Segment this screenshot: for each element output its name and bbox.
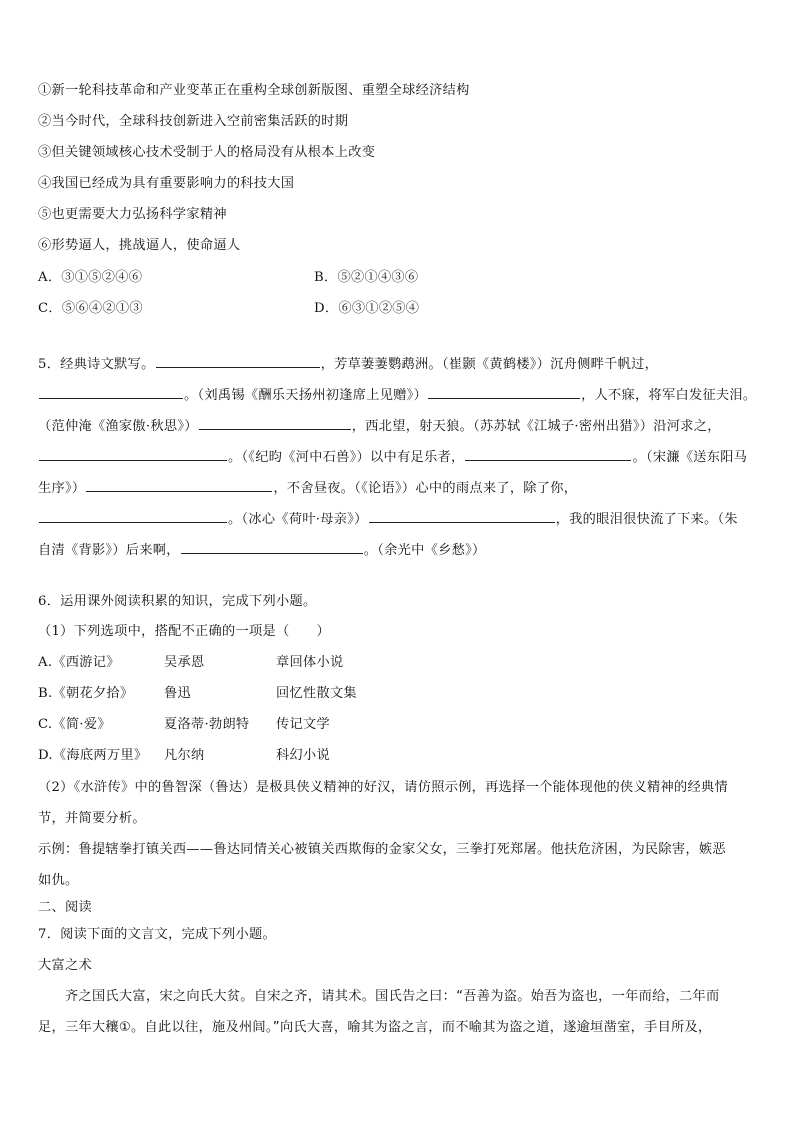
q4-sentence-2: ②当今时代，全球科技创新进入空前密集活跃的时期 <box>38 114 349 129</box>
q6-option-b[interactable] <box>38 684 638 704</box>
author-cell: 夏洛蒂·勃朗特 <box>164 717 250 732</box>
q5-blank-1[interactable] <box>156 353 320 368</box>
author-cell: 鲁迅 <box>164 686 191 701</box>
q5-text: 。（余光中《乡愁》） <box>363 543 486 558</box>
q5-line-5 <box>38 477 577 499</box>
q6-sub1: （1）下列选项中，搭配不正确的一项是（ ） <box>38 624 330 639</box>
q4-sentence-4: ④我国已经成为具有重要影响力的科技大国 <box>38 176 295 191</box>
book-cell: A.《西游记》 <box>38 655 120 670</box>
q6-example-line-2: 如仇。 <box>38 873 79 888</box>
section-heading: 二、阅读 <box>38 900 92 915</box>
book-cell: C.《简·爱》 <box>38 717 111 732</box>
q4-sentence-6: ⑥形势逼人，挑战逼人，使命逼人 <box>38 238 241 253</box>
q5-line-6 <box>38 508 738 530</box>
q5-line-3 <box>38 415 721 437</box>
q5-text: 。（刘禹锡《酬乐天扬州初逢席上见赠》） <box>184 388 428 403</box>
q5-blank-7[interactable] <box>86 477 272 492</box>
q5-blank-2[interactable] <box>39 384 183 399</box>
q5-blank-10[interactable] <box>181 539 363 554</box>
q5-line-2 <box>38 384 756 406</box>
q5-text: ，人不寐，将军白发征夫泪。 <box>581 388 757 403</box>
q4-options-row-1 <box>38 268 758 288</box>
q6-option-d[interactable] <box>38 746 638 766</box>
q4-sentence-5: ⑤也更需要大力弘扬科学家精神 <box>38 207 227 222</box>
q5-line-7 <box>38 539 485 561</box>
q5-blank-9[interactable] <box>369 508 555 523</box>
q5-blank-5[interactable] <box>39 446 227 461</box>
q7-passage-line-2: 足，三年大穰①。自此以往，施及州闾。”向氏大喜，喻其为盗之言，而不喻其为盗之道，遂逾垣凿室，手目所及， <box>38 1020 712 1035</box>
q6-option-c[interactable] <box>38 715 638 735</box>
q4-sentence-3: ③但关键领域核心技术受制于人的格局没有从根本上改变 <box>38 145 376 160</box>
q5-text: 生序》） <box>38 481 86 496</box>
q5-line-1 <box>38 353 658 375</box>
q5-blank-4[interactable] <box>199 415 351 430</box>
genre-cell: 科幻小说 <box>276 748 330 763</box>
q6-example-line-1: 示例：鲁提辖拳打镇关西——鲁达同情关心被镇关西欺侮的金家父女，三拳打死郑屠。他扶危济困，为民除害，嫉恶 <box>38 842 726 857</box>
q4-options-row-2 <box>38 299 758 319</box>
q7-passage-line-1: 齐之国氏大富，宋之向氏大贫。自宋之齐，请其术。国氏告之曰：“吾善为盗。始吾为盗也，一年而给，二年而 <box>38 989 720 1004</box>
q5-blank-6[interactable] <box>465 446 631 461</box>
q4-option-b[interactable]: B．⑤②①④③⑥ <box>314 270 419 285</box>
q5-text: ，芳草萋萋鹦鹉洲。（崔颢《黄鹤楼》）沉舟侧畔千帆过， <box>320 357 659 372</box>
q5-line-4 <box>38 446 747 468</box>
q7-passage-title: 大富之术 <box>38 958 92 973</box>
q4-option-a[interactable]: A．③①⑤②④⑥ <box>38 270 143 285</box>
q4-option-d[interactable]: D．⑥③①②⑤④ <box>314 301 420 316</box>
q5-text: （范仲淹《渔家傲·秋思》） <box>38 419 198 434</box>
author-cell: 凡尔纳 <box>164 748 205 763</box>
book-cell: D.《海底两万里》 <box>38 748 148 763</box>
q5-title: 5．经典诗文默写。 <box>38 357 155 372</box>
q6-sub2-line-1: （2）《水浒传》中的鲁智深（鲁达）是极具侠义精神的好汉，请仿照示例，再选择一个能体现他的侠义精神的经典情 <box>38 780 728 795</box>
q5-text: 。（冰心《荷叶·母亲》） <box>228 512 368 527</box>
q6-title: 6．运用课外阅读积累的知识，完成下列小题。 <box>38 594 317 609</box>
q5-blank-8[interactable] <box>39 508 227 523</box>
genre-cell: 回忆性散文集 <box>276 686 357 701</box>
q5-text: ，我的眼泪很快流了下来。（朱 <box>555 512 738 527</box>
q4-sentence-1: ①新一轮科技革命和产业变革正在重构全球创新版图、重塑全球经济结构 <box>38 83 470 98</box>
genre-cell: 传记文学 <box>276 717 330 732</box>
book-cell: B.《朝花夕拾》 <box>38 686 134 701</box>
q6-option-a[interactable] <box>38 653 638 673</box>
q5-text: ，不舍昼夜。（《论语》）心中的雨点来了，除了你， <box>273 481 578 496</box>
q7-title: 7．阅读下面的文言文，完成下列小题。 <box>38 927 276 942</box>
q5-text: 自清《背影》）后来啊， <box>38 543 180 558</box>
q4-option-c[interactable]: C．⑤⑥④②①③ <box>38 301 143 316</box>
q5-blank-3[interactable] <box>428 384 580 399</box>
genre-cell: 章回体小说 <box>276 655 344 670</box>
q5-text: 。（宋濂《送东阳马 <box>632 450 748 465</box>
q5-text: 。（《纪昀《河中石兽》）以中有足乐者， <box>228 450 465 465</box>
q5-text: ，西北望，射天狼。（苏苏轼《江城子·密州出猎》）沿河求之， <box>351 419 721 434</box>
q6-sub2-line-2: 节，并简要分析。 <box>38 811 146 826</box>
author-cell: 吴承恩 <box>164 655 205 670</box>
